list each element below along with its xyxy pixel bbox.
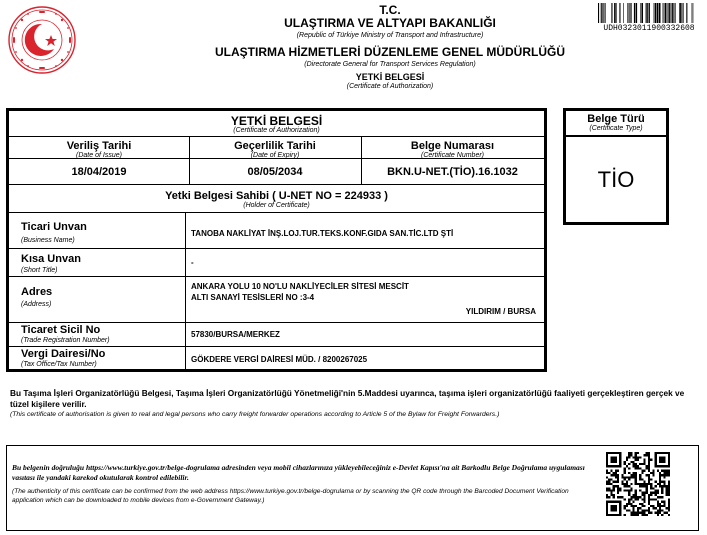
certificate-title-row [9, 111, 544, 137]
certificate-number-value: BKN.U-NET.(TİO).16.1032 [387, 166, 518, 178]
holder-label: Yetki Belgesi Sahibi ( U-NET NO = 224933 ) [165, 190, 388, 202]
header-directorate-en: (Directorate General for Transport Services Regulation) [304, 61, 476, 68]
short-title-label-en: (Short Title) [21, 267, 58, 274]
header-ministry-en: (Republic of Türkiye Ministry of Transport and Infrastructure) [296, 32, 484, 39]
header-tc: T.C. [379, 3, 401, 17]
trade-registration-label-en: (Trade Registration Number) [21, 337, 110, 344]
short-title-value: - [191, 258, 194, 267]
certificate-title-en: (Certificate of Authorization) [233, 127, 320, 134]
certificate-table [6, 108, 547, 372]
certificate-title: YETKİ BELGESİ [230, 114, 323, 128]
issue-date-header: Veriliş Tarihi (Date of Issue) [66, 140, 132, 159]
address-label: Adres [21, 286, 53, 298]
header-ministry: ULAŞTIRMA VE ALTYAPI BAKANLIĞI [284, 16, 496, 30]
qr-code-icon[interactable] [606, 452, 670, 516]
tax-row [9, 347, 544, 369]
trade-registration-value: 57830/BURSA/MERKEZ [191, 330, 280, 339]
legal-notice-en: (This certificate of authorisation is given to real and legal persons who carry freight forwarder operations according to Article 5 of the Bylaw for Freight Forwarders.) [10, 411, 500, 418]
header-doc-title: YETKİ BELGESİ [355, 72, 425, 82]
address-row [9, 277, 544, 323]
trade-registration-row [9, 323, 544, 347]
short-title-label: Kısa Unvan [21, 253, 81, 265]
business-name-label: Ticari Unvan [21, 221, 87, 233]
address-line1: ANKARA YOLU 10 NO'LU NAKLİYECİLER SİTESİ MESCİT [191, 282, 409, 291]
tax-label-en: (Tax Office/Tax Number) [21, 361, 97, 368]
holder-label-en: (Holder of Certificate) [243, 202, 310, 209]
verification-box [6, 445, 699, 531]
ministry-seal-icon [8, 6, 76, 74]
address-line2: ALTI SANAYİ TESİSLERİ NO :3-4 [191, 293, 315, 302]
legal-notice: Bu Taşıma İşleri Organizatörlüğü Belgesi, Taşıma İşleri Organizatörlüğü Yönetmeliği'nin 5.Maddesi uyarınca, taşıma işleri organizatörlüğü faaliyeti gerçekleştiren gerçek ve tüzel kişilere verilir. [10, 388, 685, 410]
address-city: YILDIRIM / BURSA [465, 307, 536, 316]
business-name-row [9, 213, 544, 249]
header-directorate: ULAŞTIRMA HİZMETLERİ DÜZENLEME GENEL MÜDÜRLÜĞÜ [215, 45, 565, 59]
dates-header-row [9, 137, 544, 159]
barcode-number: UDH0323011900332608 [603, 24, 695, 33]
expiry-date-value: 08/05/2034 [247, 166, 303, 178]
certificate-number-header: Belge Numarası (Certificate Number) [410, 140, 495, 159]
certificate-type-box [563, 108, 669, 225]
barcode-icon [598, 3, 698, 23]
dates-value-row [9, 159, 544, 185]
short-title-row [9, 249, 544, 277]
verification-text: Bu belgenin doğruluğu https://www.turkiye.gov.tr/belge-dogrulama adresinden veya mobil cihazlarınıza yükleyebileceğiniz e-Devlet Kapısı'na ait Barkodlu Belge Doğrulama uygulaması vasıtası ile yandaki karekod okutularak kontrol edilebilir. [12, 463, 585, 483]
tax-value: GÖKDERE VERGİ DAİRESİ MÜD. / 8200267025 [191, 355, 368, 364]
holder-row [9, 185, 544, 213]
business-name-label-en: (Business Name) [21, 237, 75, 244]
address-label-en: (Address) [21, 301, 52, 308]
issue-date-value: 18/04/2019 [71, 166, 127, 178]
business-name-value: TANOBA NAKLİYAT İNŞ.LOJ.TUR.TEKS.KONF.GIDA SAN.TİC.LTD ŞTİ [191, 229, 454, 238]
certificate-type-value: TİO [597, 167, 635, 192]
header-doc-title-en: (Certificate of Authorization) [346, 83, 434, 90]
trade-registration-label: Ticaret Sicil No [21, 324, 101, 336]
expiry-date-header: Geçerlilik Tarihi (Date of Expiry) [234, 140, 316, 159]
tax-label: Vergi Dairesi/No [21, 348, 106, 360]
verification-text-en: (The authenticity of this certificate can be confirmed from the web address https://www.turkiye.gov.tr/belge-dogrulama or by scanning the QR code through the Barcoded Document Verification application which can be downloaded to mobile devices from e-Government Gateway.) [12, 488, 569, 505]
certificate-type-header: Belge Türü (Certificate Type) [566, 111, 666, 137]
